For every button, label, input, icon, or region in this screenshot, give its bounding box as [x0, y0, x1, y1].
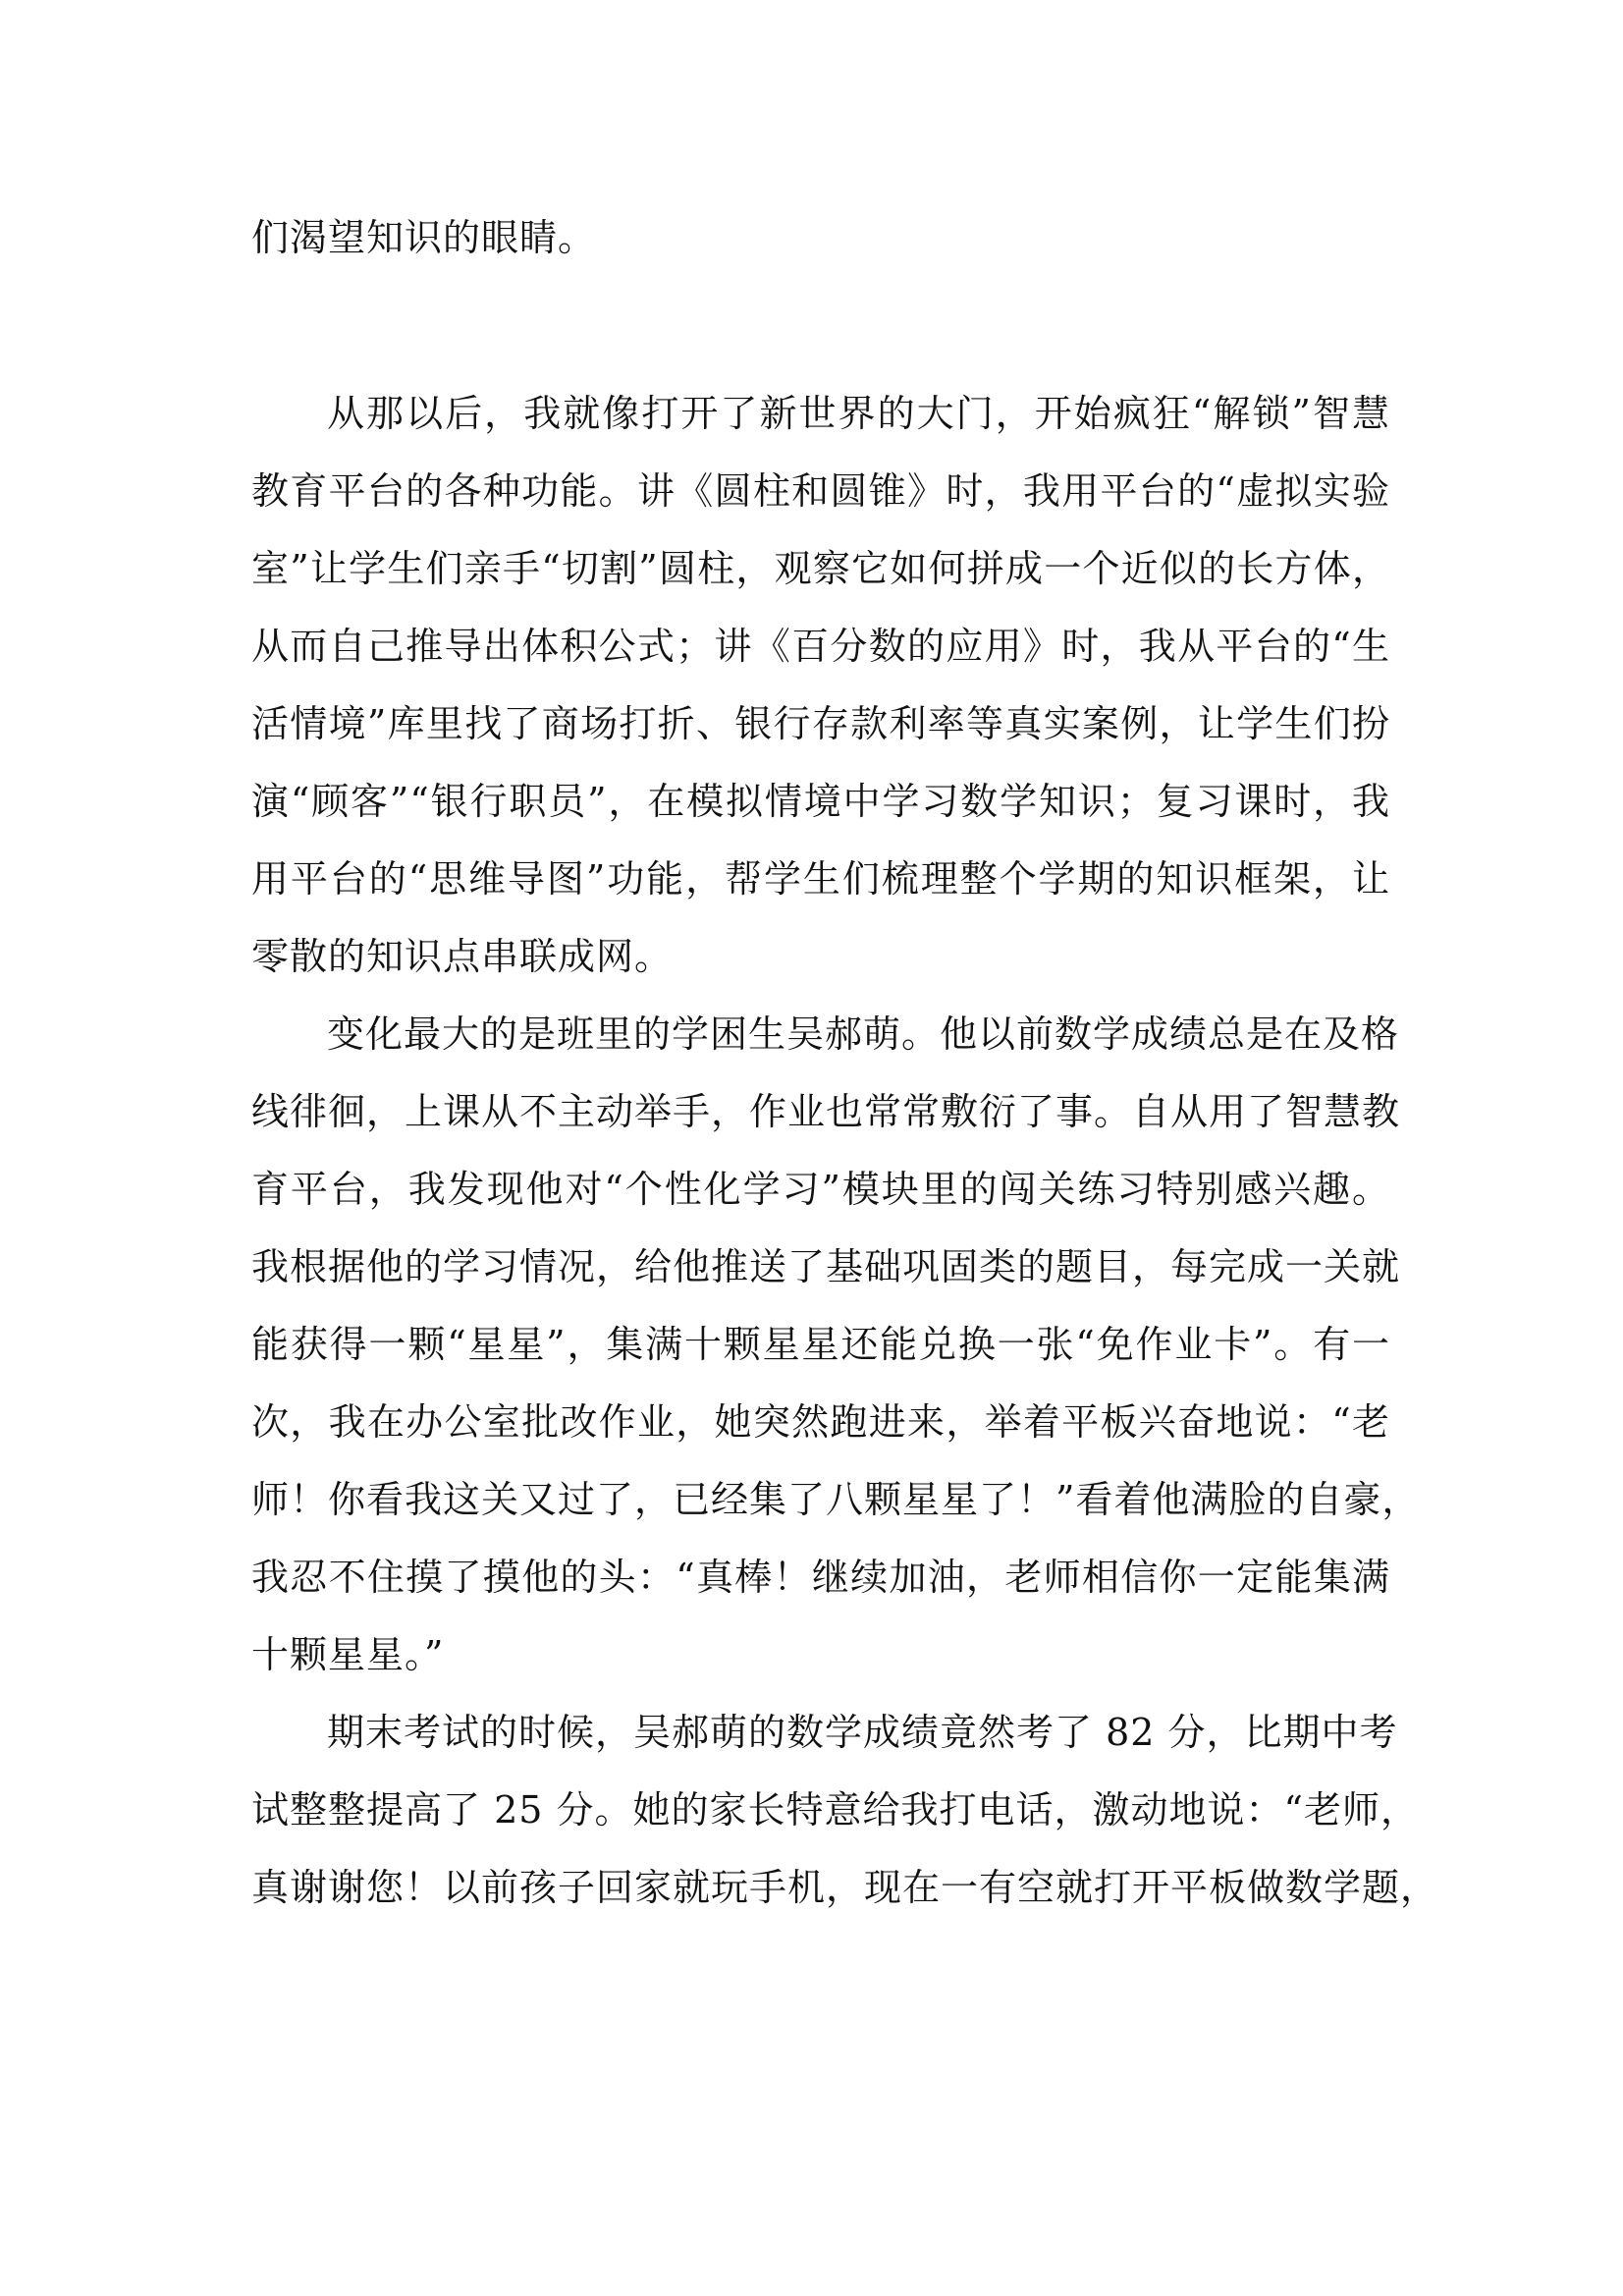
paragraph-3-line-8: 我忍不住摸了摸他的头：“真棒！继续加油，老师相信你一定能集满: [251, 1556, 1390, 1599]
paragraph-2-line-7: 用平台的“思维导图”功能，帮学生们梳理整个学期的知识框架，让: [251, 857, 1390, 901]
paragraph-2-line-8: 零散的知识点串联成网。: [251, 935, 674, 978]
paragraph-1-line-1: 们渴望知识的眼睛。: [251, 216, 597, 259]
paragraph-3-line-5: 能获得一颗“星星”，集满十颗星星还能兑换一张“免作业卡”。有一: [251, 1323, 1390, 1366]
paragraph-2-line-2: 教育平台的各种功能。讲《圆柱和圆锥》时，我用平台的“虚拟实验: [251, 469, 1390, 513]
paragraph-3-line-9: 十颗星星。”: [251, 1633, 445, 1676]
paragraph-3-line-1: 变化最大的是班里的学困生吴郝萌。他以前数学成绩总是在及格: [327, 1012, 1400, 1056]
paragraph-2-line-5: 活情境”库里找了商场打折、银行存款利率等真实案例，让学生们扮: [251, 702, 1390, 745]
paragraph-2-line-1: 从那以后，我就像打开了新世界的大门，开始疯狂“解锁”智慧: [327, 392, 1390, 435]
paragraph-2-line-4: 从而自己推导出体积公式；讲《百分数的应用》时，我从平台的“生: [251, 625, 1390, 668]
paragraph-3-line-4: 我根据他的学习情况，给他推送了基础巩固类的题目，每完成一关就: [251, 1245, 1401, 1288]
paragraph-4-line-1: 期末考试的时候，吴郝萌的数学成绩竟然考了 82 分，比期中考: [327, 1711, 1398, 1754]
paragraph-3-line-3: 育平台，我发现他对“个性化学习”模块里的闯关练习特别感兴趣。: [251, 1168, 1390, 1211]
paragraph-4-line-3: 真谢谢您！以前孩子回家就玩手机，现在一有空就打开平板做数学题，: [251, 1866, 1439, 1909]
paragraph-2-line-6: 演“顾客”“银行职员”，在模拟情境中学习数学知识；复习课时，我: [251, 780, 1390, 823]
paragraph-3-line-2: 线徘徊，上课从不主动举手，作业也常常敷衍了事。自从用了智慧教: [251, 1090, 1401, 1133]
paragraph-3-line-7: 师！你看我这关又过了，已经集了八颗星星了！”看着他满脸的自豪，: [251, 1478, 1421, 1521]
paragraph-2-line-3: 室”让学生们亲手“切割”圆柱，观察它如何拼成一个近似的长方体，: [251, 547, 1390, 590]
paragraph-4-line-2: 试整整提高了 25 分。她的家长特意给我打电话，激动地说：“老师，: [251, 1788, 1419, 1831]
paragraph-3-line-6: 次，我在办公室批改作业，她突然跑进来，举着平板兴奋地说：“老: [251, 1400, 1390, 1444]
